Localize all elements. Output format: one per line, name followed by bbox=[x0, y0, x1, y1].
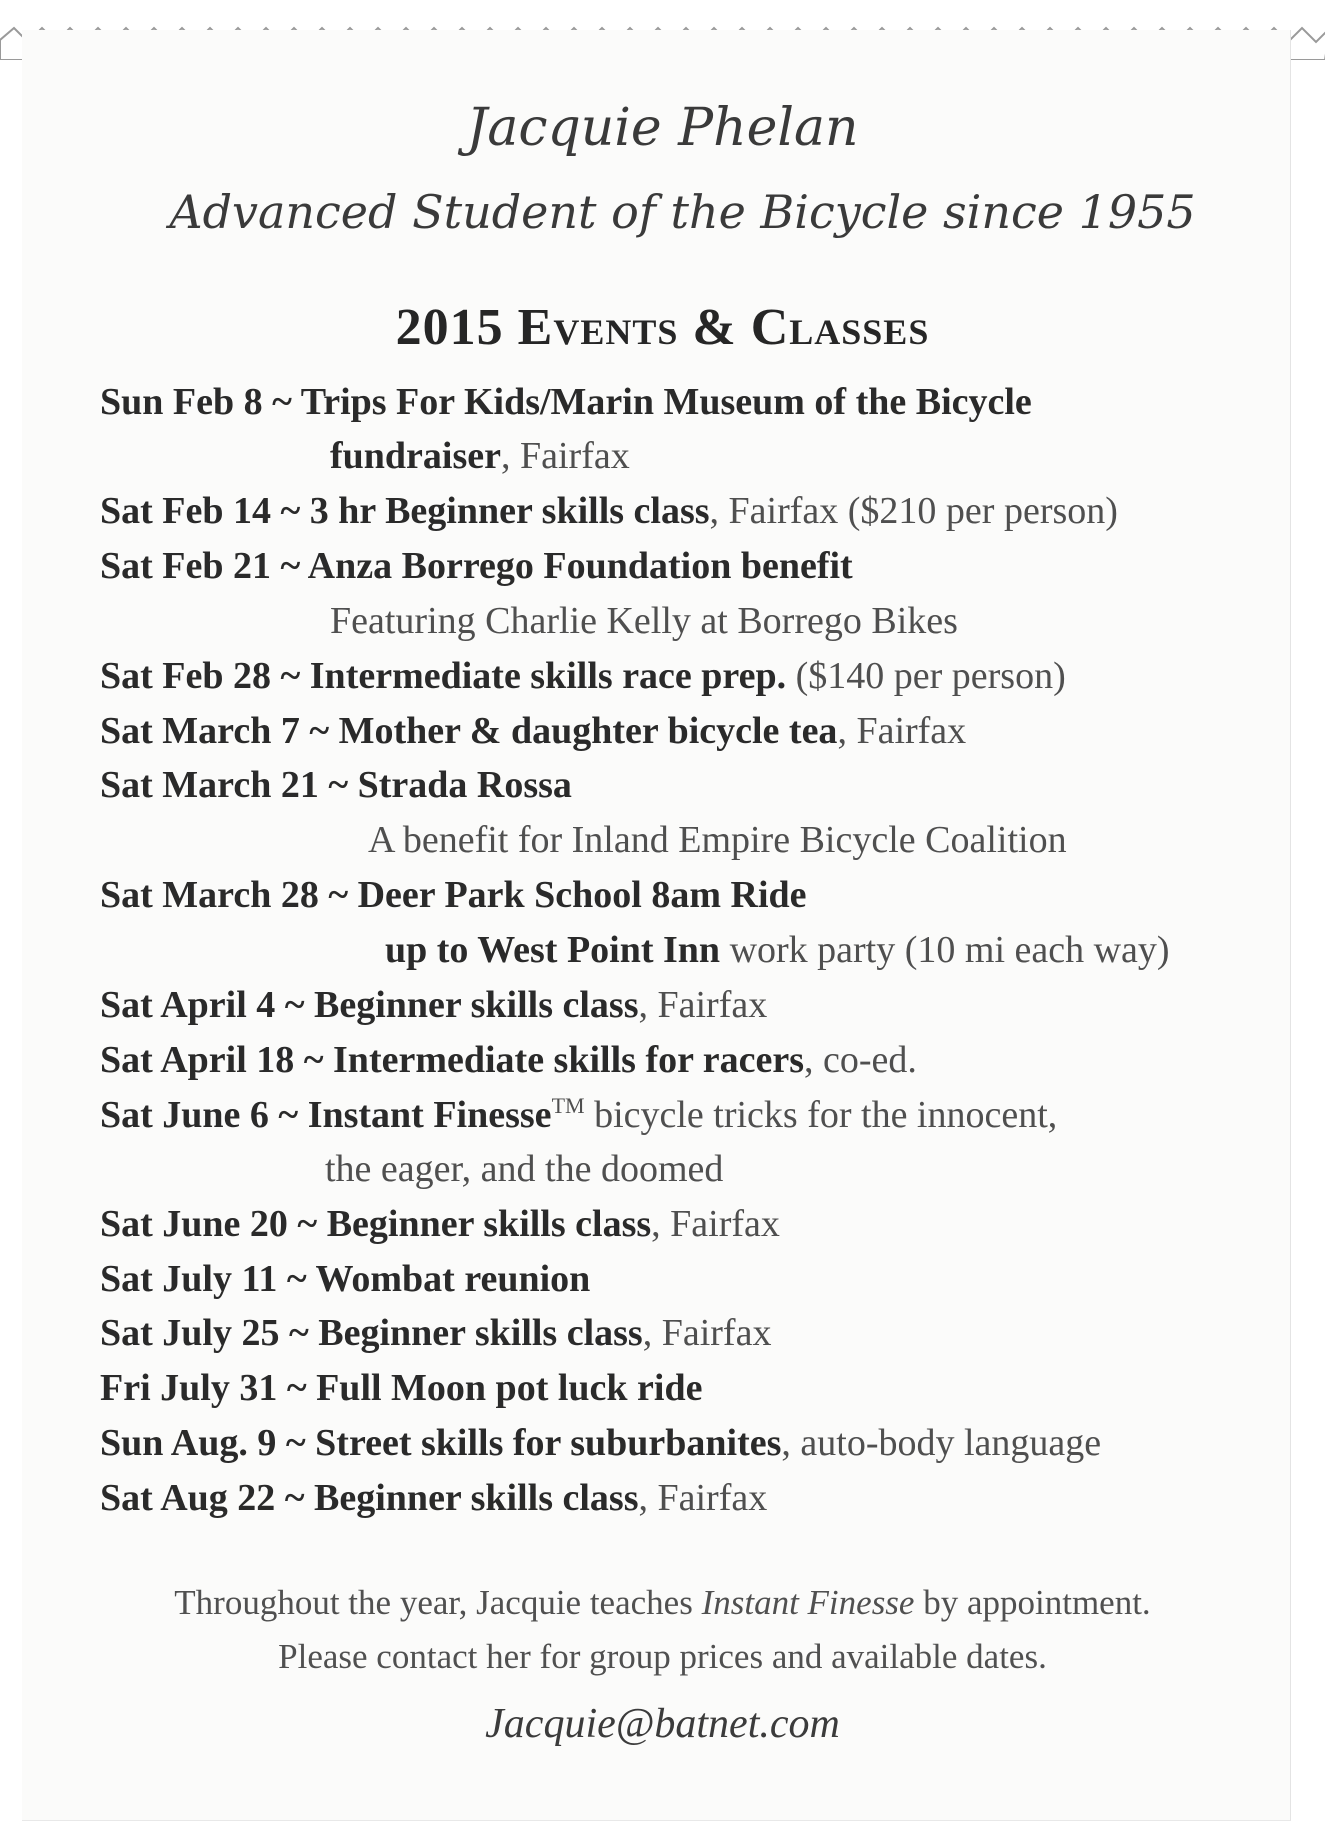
event-line bbox=[100, 766, 572, 804]
event-line bbox=[100, 547, 853, 585]
event-title: Beginner skills class bbox=[326, 1203, 652, 1245]
event-detail: , co-ed. bbox=[804, 1039, 917, 1081]
event-title: up to West Point Inn bbox=[385, 929, 721, 971]
event-line bbox=[330, 602, 958, 640]
event-line bbox=[368, 821, 1067, 859]
event-title: Trips For Kids/Marin Museum of the Bicycle bbox=[300, 381, 1032, 423]
event-title: Beginner skills class bbox=[314, 984, 639, 1026]
event-date: Sat July 25 ~ bbox=[100, 1312, 319, 1354]
event-title: Street skills for suburbanites bbox=[315, 1422, 782, 1464]
card-author-name: Jacquie Phelan bbox=[466, 98, 859, 158]
event-title: Mother & daughter bicycle tea bbox=[338, 710, 838, 752]
footer-text: by appointment. bbox=[914, 1583, 1151, 1622]
event-date: Sat June 20 ~ bbox=[100, 1203, 327, 1245]
event-date: Sat June 6 ~ bbox=[100, 1094, 308, 1136]
event-line bbox=[100, 1424, 1101, 1462]
event-line bbox=[100, 657, 1066, 695]
event-title: Instant Finesse bbox=[307, 1094, 552, 1136]
event-date: Sun Feb 8 ~ bbox=[100, 381, 301, 423]
event-detail: , Fairfax ($210 per person) bbox=[709, 490, 1118, 532]
event-line bbox=[100, 492, 1118, 530]
event-detail: , Fairfax bbox=[638, 984, 768, 1026]
event-title: 3 hr Beginner skills class bbox=[309, 490, 710, 532]
event-title: Deer Park School 8am Ride bbox=[357, 874, 807, 916]
event-detail: work party (10 mi each way) bbox=[720, 929, 1170, 971]
event-detail: , Fairfax bbox=[638, 1477, 768, 1519]
event-date: Sat July 11 ~ bbox=[100, 1258, 316, 1300]
footer-contact-line: Please contact her for group prices and available dates. bbox=[278, 1637, 1047, 1676]
event-line bbox=[100, 1041, 917, 1079]
page-title: 2015 Events & Classes bbox=[395, 299, 930, 356]
event-line bbox=[100, 712, 966, 750]
card-tagline: Advanced Student of the Bicycle since 1955 bbox=[169, 185, 1196, 239]
event-date: Sat March 28 ~ bbox=[100, 874, 358, 916]
event-date: Sat April 18 ~ bbox=[100, 1039, 334, 1081]
event-line bbox=[100, 1314, 771, 1352]
event-detail: bicycle tricks for the innocent, bbox=[584, 1094, 1058, 1136]
event-line bbox=[100, 1095, 1057, 1134]
event-detail: , Fairfax bbox=[501, 435, 630, 477]
event-detail: Featuring Charlie Kelly at Borrego Bikes bbox=[330, 600, 958, 642]
event-title: Intermediate skills for racers bbox=[333, 1039, 805, 1081]
event-title: Full Moon pot luck ride bbox=[316, 1367, 703, 1409]
footer-italic-text: Instant Finesse bbox=[701, 1583, 915, 1622]
event-line bbox=[100, 1479, 767, 1517]
footer-text: Throughout the year, Jacquie teaches bbox=[174, 1583, 702, 1622]
event-line bbox=[330, 437, 630, 475]
event-line bbox=[100, 986, 767, 1024]
event-title: Strada Rossa bbox=[357, 764, 572, 806]
event-date: Sat Aug 22 ~ bbox=[100, 1477, 315, 1519]
event-detail: A benefit for Inland Empire Bicycle Coalition bbox=[368, 819, 1067, 861]
event-detail: ($140 per person) bbox=[786, 655, 1066, 697]
event-date: Sat Feb 28 ~ bbox=[100, 655, 310, 697]
event-line bbox=[385, 931, 1170, 969]
event-date: Sat March 7 ~ bbox=[100, 710, 339, 752]
event-line bbox=[100, 1369, 702, 1407]
event-title: Anza Borrego Foundation benefit bbox=[307, 545, 853, 587]
event-title: Intermediate skills race prep. bbox=[309, 655, 787, 697]
event-line bbox=[325, 1150, 723, 1188]
event-detail: , auto-body language bbox=[781, 1422, 1102, 1464]
event-date: Sun Aug. 9 ~ bbox=[100, 1422, 316, 1464]
event-title: fundraiser bbox=[330, 435, 501, 477]
event-title: Beginner skills class bbox=[318, 1312, 643, 1354]
event-detail: , Fairfax bbox=[651, 1203, 780, 1245]
event-title: Wombat reunion bbox=[315, 1258, 591, 1300]
event-detail: , Fairfax bbox=[642, 1312, 772, 1354]
event-detail: the eager, and the doomed bbox=[325, 1148, 724, 1190]
footer-note bbox=[0, 1583, 1325, 1623]
event-title: Beginner skills class bbox=[314, 1477, 639, 1519]
event-line bbox=[100, 1260, 590, 1298]
event-date: Sat Feb 14 ~ bbox=[100, 490, 310, 532]
event-line bbox=[100, 876, 807, 914]
contact-email-link[interactable]: Jacquie@batnet.com bbox=[485, 1701, 840, 1747]
event-date: Sat Feb 21 ~ bbox=[100, 545, 308, 587]
event-detail: , Fairfax bbox=[837, 710, 967, 752]
event-date: Sat April 4 ~ bbox=[100, 984, 315, 1026]
event-line bbox=[100, 1205, 780, 1243]
event-date: Fri July 31 ~ bbox=[100, 1367, 317, 1409]
event-line bbox=[100, 383, 1032, 421]
trademark-mark: TM bbox=[551, 1093, 585, 1118]
event-date: Sat March 21 ~ bbox=[100, 764, 358, 806]
